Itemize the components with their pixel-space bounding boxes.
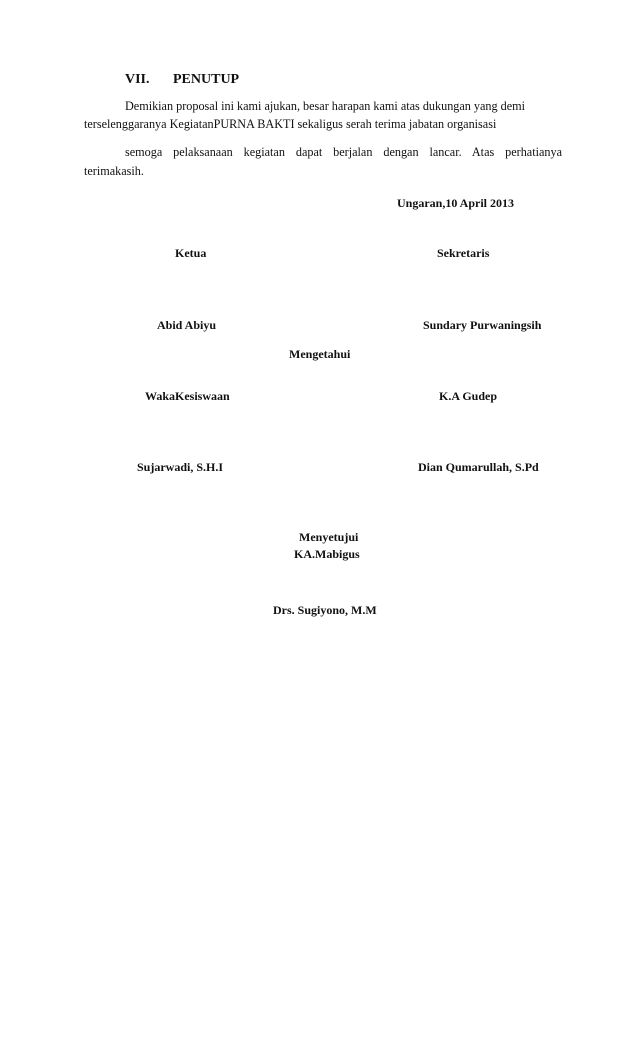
paragraph-1-line-2: terselenggaranya KegiatanPURNA BAKTI sekaligus serah terima jabatan organisasi bbox=[84, 117, 497, 131]
gudep-name: Dian Qumarullah, S.Pd bbox=[418, 460, 539, 474]
mabigus-role: KA.Mabigus bbox=[294, 547, 360, 561]
place-date: Ungaran,10 April 2013 bbox=[397, 196, 515, 210]
sekretaris-name: Sundary Purwaningsih bbox=[423, 318, 542, 332]
section-title: PENUTUP bbox=[173, 72, 240, 87]
section-number: VII. bbox=[125, 72, 150, 87]
gudep-role: K.A Gudep bbox=[439, 389, 498, 403]
waka-name: Sujarwadi, S.H.I bbox=[137, 460, 224, 474]
mabigus-name: Drs. Sugiyono, M.M bbox=[273, 603, 377, 617]
paragraph-2-line-2: terimakasih. bbox=[84, 164, 144, 178]
ketua-name: Abid Abiyu bbox=[157, 318, 217, 332]
menyetujui-label: Menyetujui bbox=[299, 530, 359, 544]
waka-role: WakaKesiswaan bbox=[145, 389, 230, 403]
paragraph-2-line-1: semoga pelaksanaan kegiatan dapat berjalan dengan lancar. Atas perhatianya bbox=[125, 145, 562, 159]
paragraph-1-line-1: Demikian proposal ini kami ajukan, besar harapan kami atas dukungan yang demi bbox=[125, 99, 526, 113]
sekretaris-role: Sekretaris bbox=[437, 246, 490, 260]
mengetahui-label: Mengetahui bbox=[289, 347, 351, 361]
ketua-role: Ketua bbox=[175, 246, 207, 260]
